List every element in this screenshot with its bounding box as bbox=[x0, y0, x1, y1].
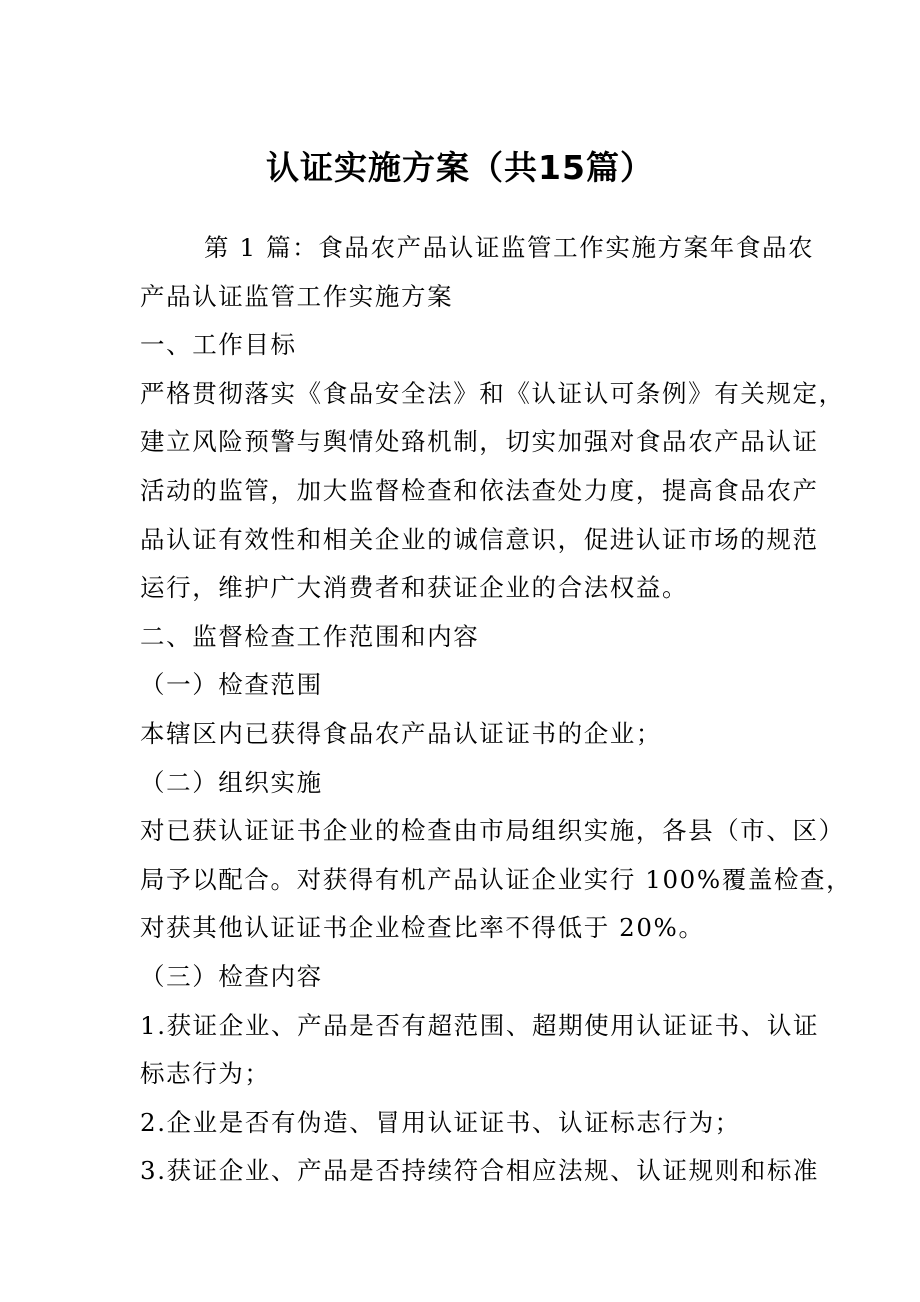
subsection-heading: （一）检查范围 bbox=[140, 670, 323, 700]
list-item-line: 标志行为； bbox=[140, 1059, 271, 1089]
paragraph-line: 第 1 篇：食品农产品认证监管工作实施方案年食品农 bbox=[204, 233, 815, 262]
document-body bbox=[140, 224, 853, 1196]
paragraph-line: 局予以配合。对获得有机产品认证企业实行 100%覆盖检查， bbox=[140, 864, 853, 894]
paragraph-line: 活动的监管，加大监督检查和依法查处力度，提高食品农产 bbox=[140, 475, 819, 505]
paragraph-line: 对已获认证证书企业的检查由市局组织实施，各县（市、区） bbox=[140, 816, 845, 846]
paragraph-line: 本辖区内已获得食品农产品认证证书的企业； bbox=[140, 718, 662, 748]
subsection-heading: （三）检查内容 bbox=[140, 961, 323, 991]
paragraph-line: 产品认证监管工作实施方案 bbox=[140, 281, 454, 311]
list-item-line: 1.获证企业、产品是否有超范围、超期使用认证证书、认证 bbox=[140, 1010, 820, 1040]
list-item-line: 2.企业是否有伪造、冒用认证证书、认证标志行为； bbox=[140, 1107, 741, 1137]
section-heading: 一、工作目标 bbox=[140, 330, 297, 360]
section-heading: 二、监督检查工作范围和内容 bbox=[140, 621, 480, 651]
paragraph-line: 品认证有效性和相关企业的诚信意识，促进认证市场的规范 bbox=[140, 524, 819, 554]
paragraph-line: 运行，维护广大消费者和获证企业的合法权益。 bbox=[140, 573, 689, 603]
list-item-line: 3.获证企业、产品是否持续符合相应法规、认证规则和标准 bbox=[140, 1156, 820, 1186]
subsection-heading: （二）组织实施 bbox=[140, 767, 323, 797]
paragraph-line: 严格贯彻落实《食品安全法》和《认证认可条例》有关规定， bbox=[140, 378, 845, 408]
document-title: 认证实施方案（共15篇） bbox=[266, 148, 654, 187]
paragraph-line: 对获其他认证证书企业检查比率不得低于 20%。 bbox=[140, 913, 705, 943]
paragraph-line: 建立风险预警与舆情处臵机制，切实加强对食品农产品认证 bbox=[140, 427, 819, 457]
